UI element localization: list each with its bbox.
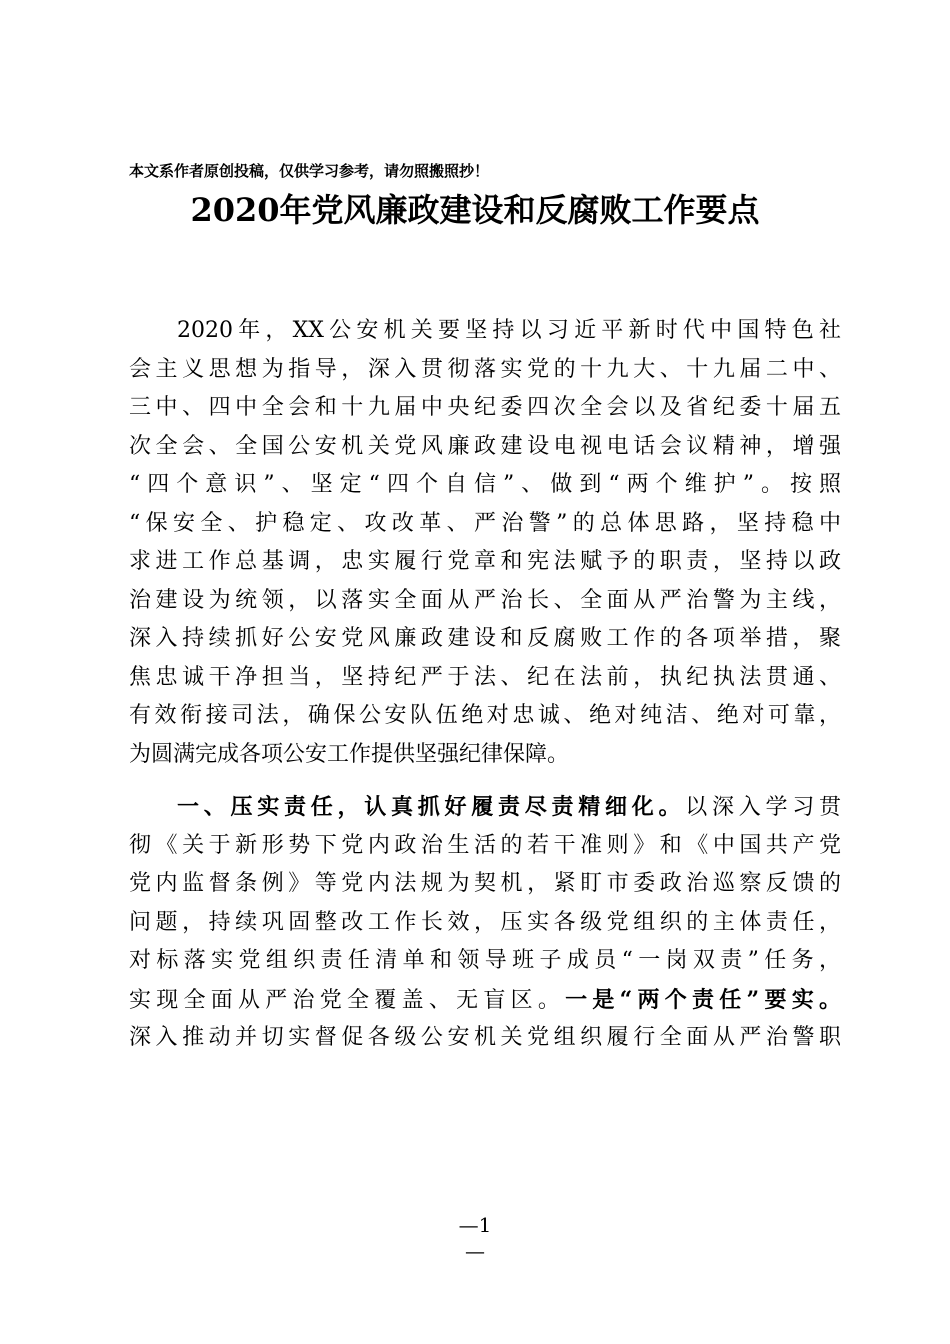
paragraph-1-line: 有效衔接司法，确保公安队伍绝对忠诚、绝对纯洁、绝对可靠，: [129, 703, 841, 728]
paragraph-1-line: 求进工作总基调，忠实履行党章和宪法赋予的职责，坚持以政: [129, 549, 841, 574]
paragraph-2-line: 问题，持续巩固整改工作长效，压实各级党组织的主体责任，: [129, 909, 841, 935]
author-notice: 本文系作者原创投稿，仅供学习参考，请勿照搬照抄！: [129, 162, 490, 180]
paragraph-1-line: 治建设为统领，以落实全面从严治长、全面从严治警为主线，: [129, 587, 841, 613]
paragraph-2-text: 实现全面从严治党全覆盖、无盲区。: [129, 987, 566, 1013]
paragraph-1-line: “四个意识”、坚定“四个自信”、做到“两个维护”。按照: [129, 472, 841, 497]
page-number-line: —: [465, 1239, 485, 1263]
paragraph-1-line: 为圆满完成各项公安工作提供坚强纪律保障。: [129, 741, 570, 767]
paragraph-2-line: [129, 981, 841, 1020]
paragraph-1-line: 焦忠诚干净担当，坚持纪严于法、纪在法前，执纪执法贯通、: [129, 664, 841, 690]
paragraph-2-line: 党内监督条例》等党内法规为契机，紧盯市委政治巡察反馈的: [129, 871, 841, 896]
subsection-heading: 一是“两个责任”要实。: [565, 986, 841, 1013]
paragraph-1-line: 深入持续抓好公安党风廉政建设和反腐败工作的各项举措，聚: [129, 626, 841, 651]
paragraph-1-line: 三中、四中全会和十九届中央纪委四次全会以及省纪委十届五: [129, 395, 841, 420]
paragraph-2-line: 对标落实党组织责任清单和领导班子成员“一岗双责”任务，: [129, 948, 841, 973]
document-title: 2020年党风廉政建设和反腐败工作要点: [190, 191, 760, 229]
paragraph-2-line: 彻《关于新形势下党内政治生活的若干准则》和《中国共产党: [129, 832, 841, 858]
paragraph-1-line: 会主义思想为指导，深入贯彻落实党的十九大、十九届二中、: [129, 356, 841, 382]
document-body: [129, 312, 841, 1058]
paragraph-1-line: 次全会、全国公安机关党风廉政建设电视电话会议精神，增强: [129, 433, 841, 459]
section-heading: 一、压实责任，认真抓好履责尽责精细化。: [177, 794, 686, 820]
paragraph-2-line: 深入推动并切实督促各级公安机关党组织履行全面从严治警职: [129, 1025, 841, 1050]
paragraph-2-text: 以深入学习贯: [685, 795, 841, 820]
page-number-line: —1: [458, 1213, 492, 1237]
paragraph-2-line: [129, 788, 841, 827]
paragraph-1-line: 2020年，XX公安机关要坚持以习近平新时代中国特色社: [177, 318, 841, 343]
paragraph-1-line: “保安全、护稳定、攻改革、严治警”的总体思路，坚持稳中: [129, 510, 841, 536]
page-number: [0, 1212, 950, 1264]
